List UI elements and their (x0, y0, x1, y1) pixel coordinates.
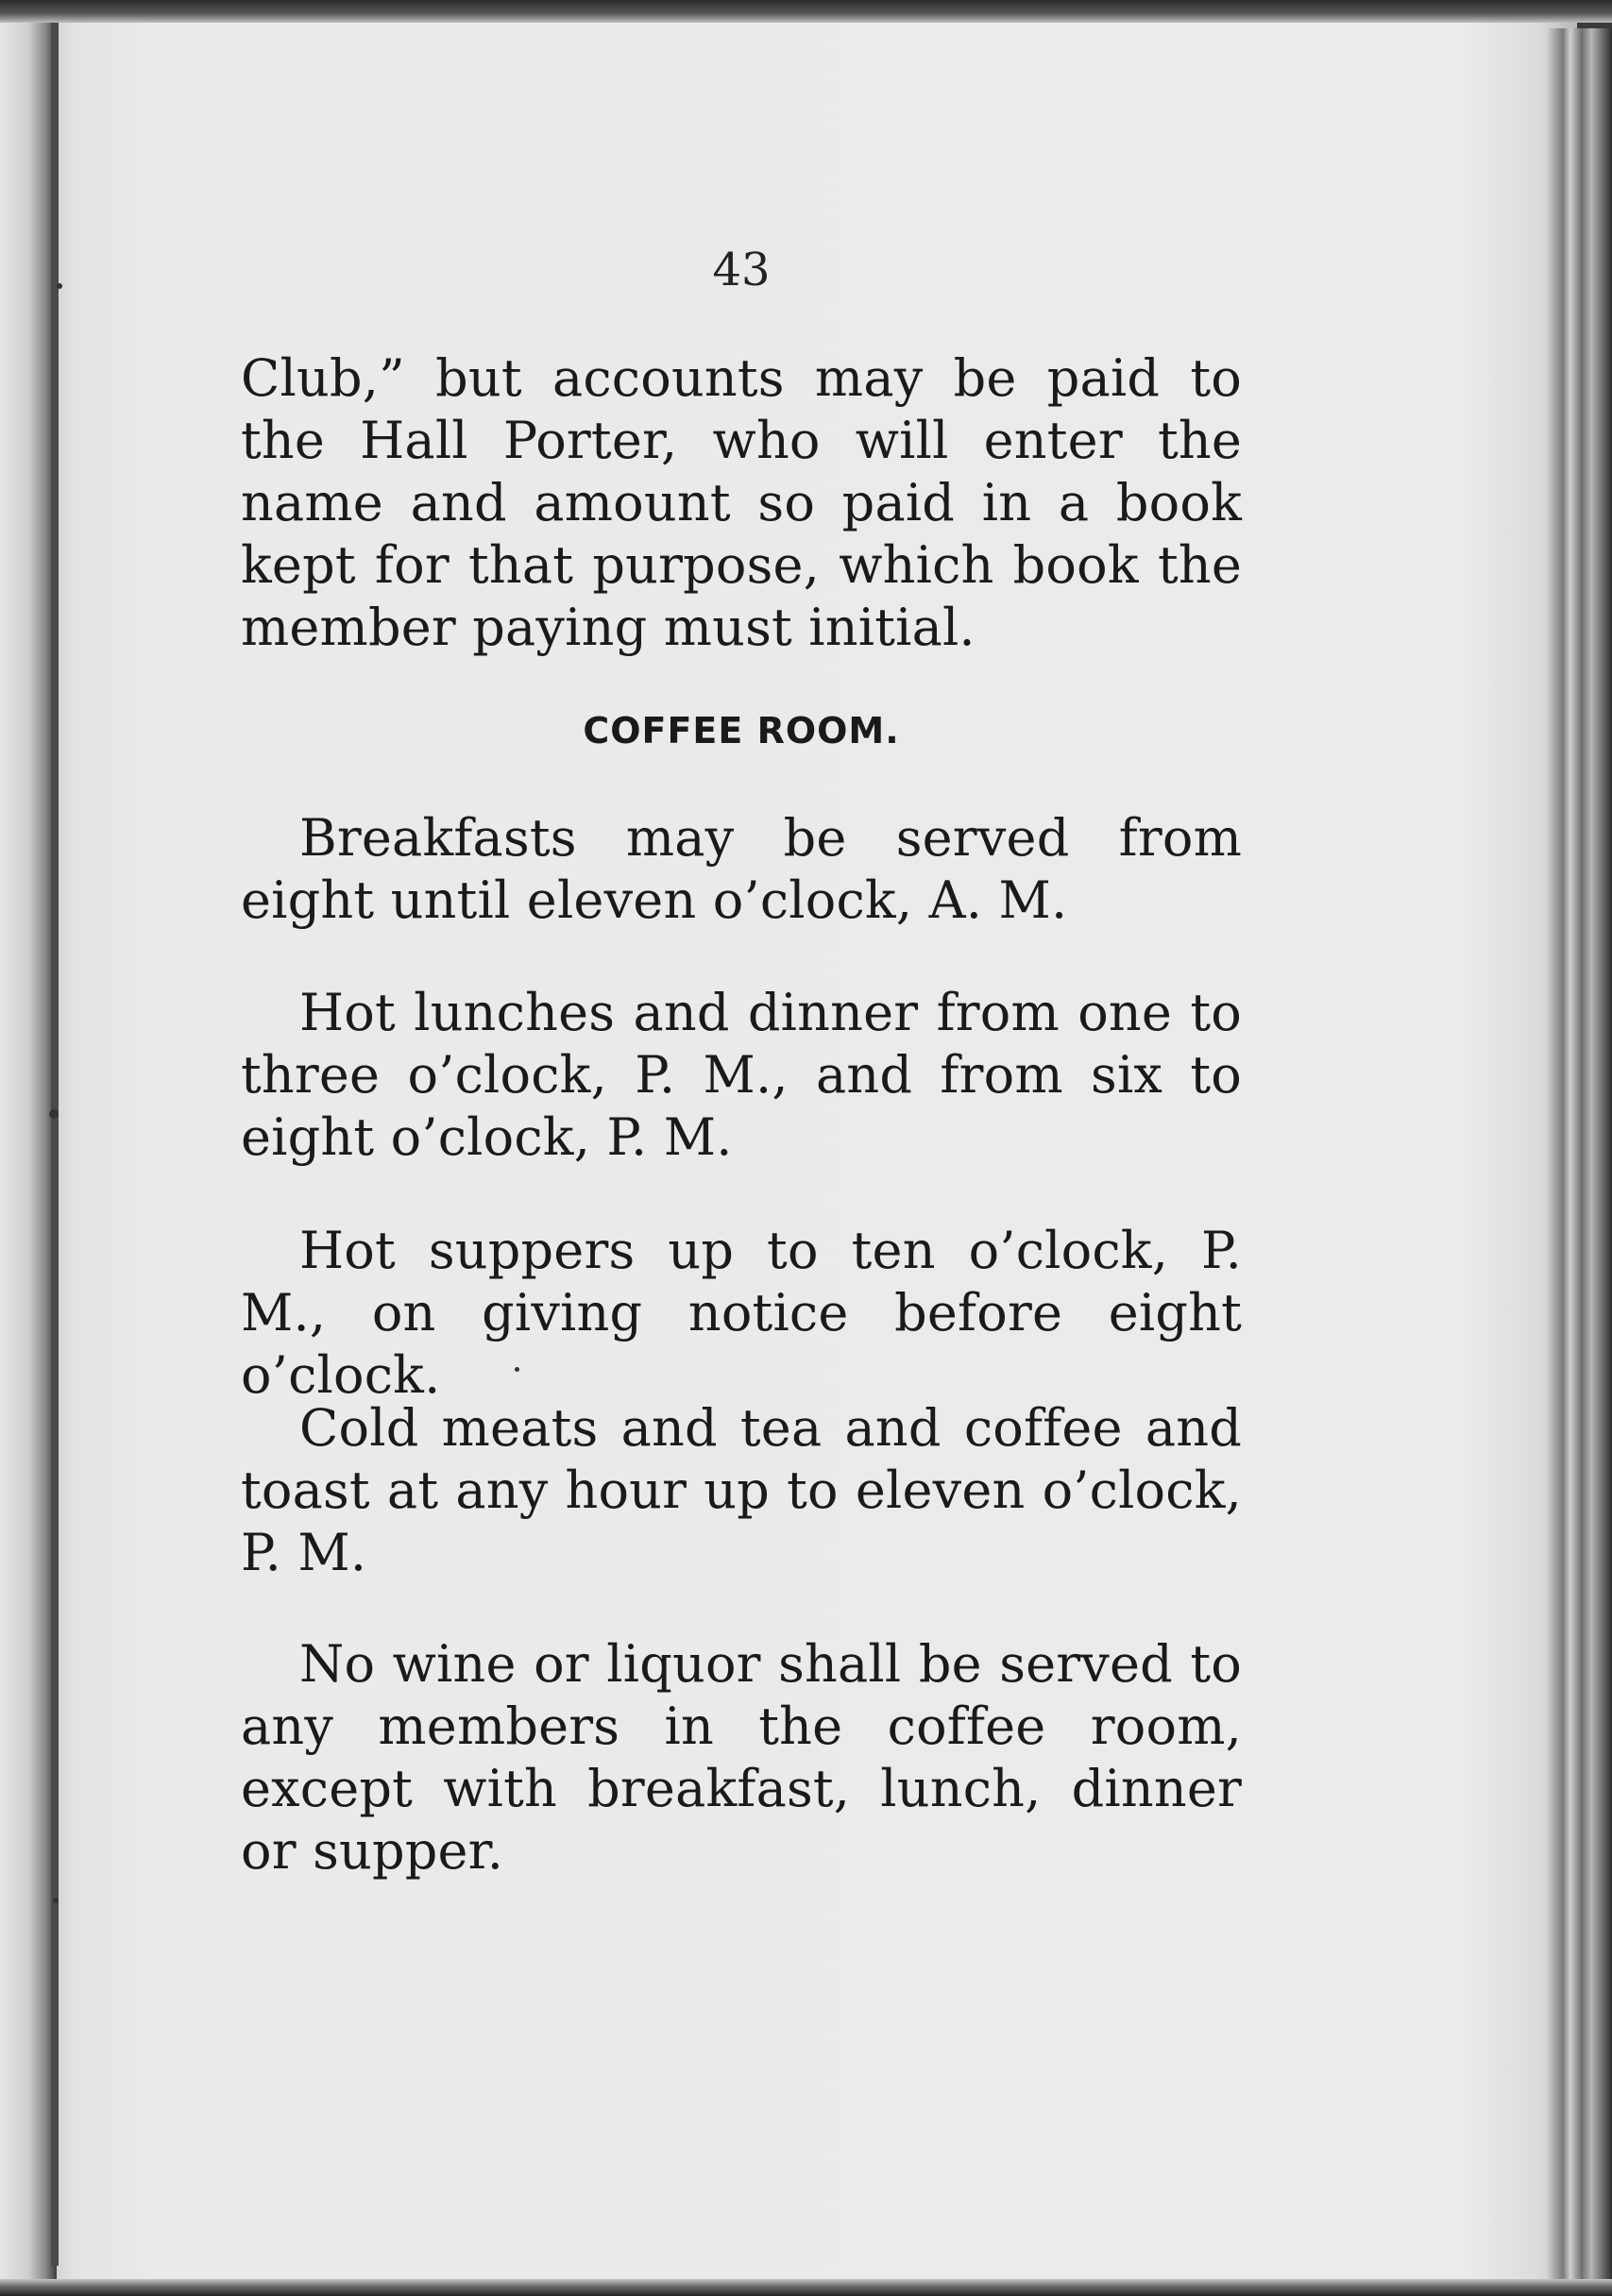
paragraph-no-wine: No wine or liquor shall be served to any members in the coffee room, except with breakfast, lunch, dinner or supper. (241, 1634, 1242, 1881)
paragraph-cold-meats: Cold meats and tea and coffee and toast at any hour up to eleven o’clock, P. M. (241, 1398, 1242, 1582)
binding-speck (53, 1898, 59, 1903)
page-edge-right (1546, 28, 1612, 2296)
page-edge-top (0, 0, 1612, 23)
section-heading: COFFEE ROOM. (583, 710, 900, 751)
binding-speck (57, 283, 62, 289)
paragraph-breakfasts: Breakfasts may be served from eight until eleven o’clock, A. M. (241, 808, 1242, 930)
book-spine-edge (0, 0, 57, 2296)
paragraph-hot-suppers: Hot suppers up to ten o’clock, P. M., on giving notice before eight o’clock. (241, 1221, 1242, 1405)
page-edge-bottom (0, 2279, 1612, 2296)
intro-paragraph: Club,” but accounts may be paid to the Hall Porter, who will enter the name and amount so paid in a book kept for that purpose, which book the member paying must initial. (241, 348, 1242, 657)
binding-speck (49, 1109, 59, 1119)
paragraph-hot-lunches: Hot lunches and dinner from one to three o’clock, P. M., and from six to eight o’clock, P. M. (241, 983, 1242, 1167)
page-number: 43 (712, 244, 771, 296)
binding-line (51, 19, 59, 2266)
